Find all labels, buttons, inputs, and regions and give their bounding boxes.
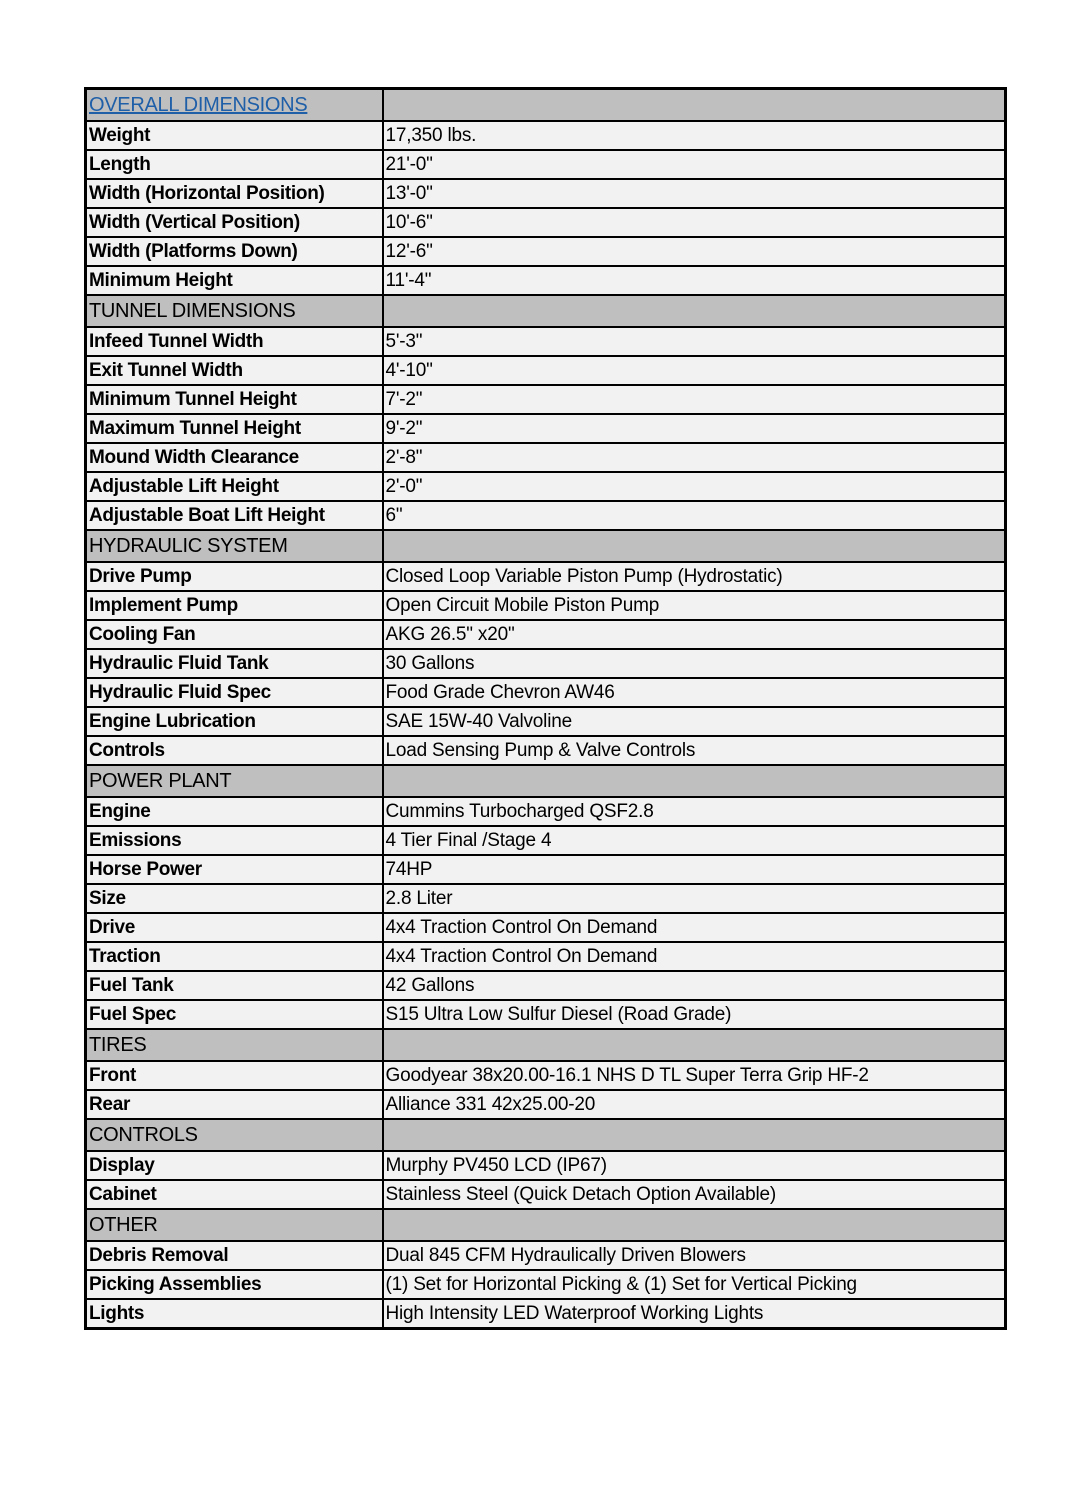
spec-label: Width (Horizontal Position) [86, 179, 383, 208]
spec-row [86, 327, 1006, 356]
specifications-table-body [86, 89, 1006, 1329]
section-header-overall-dimensions [86, 89, 1006, 122]
section-title: HYDRAULIC SYSTEM [86, 530, 383, 562]
spec-value: 9'-2" [383, 414, 1006, 443]
section-header-blank-cell [383, 89, 1006, 122]
spec-value: SAE 15W-40 Valvoline [383, 707, 1006, 736]
specifications-table [84, 87, 1007, 1330]
spec-row [86, 707, 1006, 736]
spec-label: Controls [86, 736, 383, 765]
section-title: CONTROLS [86, 1119, 383, 1151]
section-header-blank-cell [383, 1119, 1006, 1151]
section-header-controls [86, 1119, 1006, 1151]
spec-value: (1) Set for Horizontal Picking & (1) Set for Vertical Picking [383, 1270, 1006, 1299]
spec-value: 11'-4" [383, 266, 1006, 295]
spec-value: Alliance 331 42x25.00-20 [383, 1090, 1006, 1119]
spec-row [86, 855, 1006, 884]
spec-row [86, 1000, 1006, 1029]
spec-label: Size [86, 884, 383, 913]
spec-row [86, 562, 1006, 591]
spec-value: 42 Gallons [383, 971, 1006, 1000]
spec-value: Stainless Steel (Quick Detach Option Available) [383, 1180, 1006, 1209]
spec-value: Load Sensing Pump & Valve Controls [383, 736, 1006, 765]
section-header-blank-cell [383, 1209, 1006, 1241]
section-header-other [86, 1209, 1006, 1241]
section-header-blank-cell [383, 1029, 1006, 1061]
spec-value: 17,350 lbs. [383, 121, 1006, 150]
spec-label: Weight [86, 121, 383, 150]
spec-label: Width (Vertical Position) [86, 208, 383, 237]
spec-label: Mound Width Clearance [86, 443, 383, 472]
spec-label: Traction [86, 942, 383, 971]
spec-row [86, 237, 1006, 266]
spec-label: Lights [86, 1299, 383, 1329]
spec-row [86, 620, 1006, 649]
spec-value: Open Circuit Mobile Piston Pump [383, 591, 1006, 620]
spec-value: 10'-6" [383, 208, 1006, 237]
spec-value: S15 Ultra Low Sulfur Diesel (Road Grade) [383, 1000, 1006, 1029]
spec-label: Cooling Fan [86, 620, 383, 649]
spec-value: Food Grade Chevron AW46 [383, 678, 1006, 707]
spec-row [86, 797, 1006, 826]
spec-label: Emissions [86, 826, 383, 855]
spec-value: 30 Gallons [383, 649, 1006, 678]
spec-label: Implement Pump [86, 591, 383, 620]
spec-value: 4'-10" [383, 356, 1006, 385]
section-header-blank-cell [383, 295, 1006, 327]
spec-row [86, 591, 1006, 620]
section-title: TIRES [86, 1029, 383, 1061]
spec-value: Closed Loop Variable Piston Pump (Hydrostatic) [383, 562, 1006, 591]
spec-row [86, 472, 1006, 501]
spec-label: Cabinet [86, 1180, 383, 1209]
spec-label: Minimum Tunnel Height [86, 385, 383, 414]
spec-label: Minimum Height [86, 266, 383, 295]
spec-label: Hydraulic Fluid Tank [86, 649, 383, 678]
spec-label: Picking Assemblies [86, 1270, 383, 1299]
spec-value: AKG 26.5" x20" [383, 620, 1006, 649]
spec-value: 12'-6" [383, 237, 1006, 266]
spec-label: Engine [86, 797, 383, 826]
section-title: TUNNEL DIMENSIONS [86, 295, 383, 327]
spec-row [86, 414, 1006, 443]
spec-row [86, 971, 1006, 1000]
spec-label: Maximum Tunnel Height [86, 414, 383, 443]
spec-label: Drive [86, 913, 383, 942]
spec-label: Adjustable Boat Lift Height [86, 501, 383, 530]
spec-row [86, 208, 1006, 237]
section-header-tires [86, 1029, 1006, 1061]
spec-label: Width (Platforms Down) [86, 237, 383, 266]
spec-row [86, 443, 1006, 472]
spec-row [86, 649, 1006, 678]
spec-label: Front [86, 1061, 383, 1090]
spec-value: 7'-2" [383, 385, 1006, 414]
spec-value: 13'-0" [383, 179, 1006, 208]
spec-row [86, 1241, 1006, 1270]
spec-row [86, 826, 1006, 855]
section-header-blank-cell [383, 765, 1006, 797]
spec-row [86, 121, 1006, 150]
spec-label: Engine Lubrication [86, 707, 383, 736]
spec-value: Dual 845 CFM Hydraulically Driven Blowers [383, 1241, 1006, 1270]
spec-value: High Intensity LED Waterproof Working Lights [383, 1299, 1006, 1329]
spec-row [86, 385, 1006, 414]
spec-row [86, 266, 1006, 295]
spec-label: Display [86, 1151, 383, 1180]
spec-value: 4x4 Traction Control On Demand [383, 942, 1006, 971]
spec-row [86, 179, 1006, 208]
spec-value: 21'-0" [383, 150, 1006, 179]
spec-value: 2'-0" [383, 472, 1006, 501]
spec-value: Murphy PV450 LCD (IP67) [383, 1151, 1006, 1180]
section-title: POWER PLANT [86, 765, 383, 797]
spec-label: Fuel Tank [86, 971, 383, 1000]
section-header-blank-cell [383, 530, 1006, 562]
spec-value: 74HP [383, 855, 1006, 884]
spec-label: Horse Power [86, 855, 383, 884]
spec-value: 4x4 Traction Control On Demand [383, 913, 1006, 942]
section-header-power-plant [86, 765, 1006, 797]
spec-label: Debris Removal [86, 1241, 383, 1270]
spec-row [86, 1090, 1006, 1119]
spec-value: 6" [383, 501, 1006, 530]
section-header-tunnel-dimensions [86, 295, 1006, 327]
spec-row [86, 356, 1006, 385]
spec-row [86, 884, 1006, 913]
spec-row [86, 1270, 1006, 1299]
section-title-link[interactable]: OVERALL DIMENSIONS [86, 89, 383, 122]
section-title: OTHER [86, 1209, 383, 1241]
section-header-hydraulic-system [86, 530, 1006, 562]
spec-row [86, 1061, 1006, 1090]
spec-value: Goodyear 38x20.00-16.1 NHS D TL Super Terra Grip HF-2 [383, 1061, 1006, 1090]
spec-row [86, 736, 1006, 765]
spec-value: Cummins Turbocharged QSF2.8 [383, 797, 1006, 826]
spec-value: 2'-8" [383, 443, 1006, 472]
spec-label: Adjustable Lift Height [86, 472, 383, 501]
spec-row [86, 501, 1006, 530]
spec-row [86, 913, 1006, 942]
spec-row [86, 1151, 1006, 1180]
spec-row [86, 150, 1006, 179]
spec-label: Rear [86, 1090, 383, 1119]
spec-label: Hydraulic Fluid Spec [86, 678, 383, 707]
spec-row [86, 1299, 1006, 1329]
spec-row [86, 942, 1006, 971]
spec-label: Length [86, 150, 383, 179]
spec-label: Infeed Tunnel Width [86, 327, 383, 356]
spec-value: 4 Tier Final /Stage 4 [383, 826, 1006, 855]
spec-label: Exit Tunnel Width [86, 356, 383, 385]
spec-value: 2.8 Liter [383, 884, 1006, 913]
spec-label: Drive Pump [86, 562, 383, 591]
spec-row [86, 1180, 1006, 1209]
spec-value: 5'-3" [383, 327, 1006, 356]
spec-label: Fuel Spec [86, 1000, 383, 1029]
spec-row [86, 678, 1006, 707]
